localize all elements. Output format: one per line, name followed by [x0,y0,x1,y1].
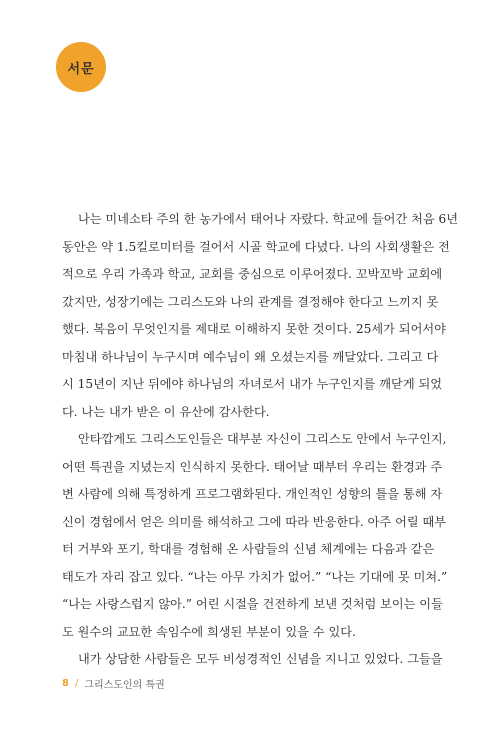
text-line: 터 거부와 포기, 학대를 경험해 온 사람들의 신념 체계에는 다음과 같은 [62,542,435,556]
text-line: 시 15년이 지난 뒤에야 하나님의 자녀로서 내가 누구인지를 깨닫게 되었 [62,377,443,391]
text-line: 변 사람에 의해 특정하게 프로그램화된다. 개인적인 성향의 틀을 통해 자 [62,487,443,501]
text-line: 마침내 하나님이 누구시며 예수님이 왜 오셨는지를 깨달았다. 그리고 다 [62,349,439,364]
book-title: 그리스도인의 특권 [84,680,165,691]
text-line: 도 원수의 교묘한 속임수에 희생된 부분이 있을 수 있다. [62,624,356,639]
text-line: “나는 사랑스럽지 않아.” 어린 시절을 건전하게 보낸 것처럼 보이는 이들 [62,597,443,611]
page-footer [62,676,165,691]
text-line: 동안은 약 1.5킬로미터를 걸어서 시골 학교에 다녔다. 나의 사회생활은 전 [62,239,450,254]
text-line: 갔지만, 성장기에는 그리스도와 나의 관계를 결정해야 한다고 느끼지 못 [62,294,439,309]
body-text [62,206,459,674]
text-line: 내가 상담한 사람들은 모두 비성경적인 신념을 지니고 있었다. 그들을 [78,652,443,666]
footer-separator: / [74,678,79,689]
text-line: 다. 나는 내가 받은 이 유산에 감사한다. [62,404,270,419]
page-number: 8 [62,678,69,689]
text-line: 적으로 우리 가족과 학교, 교회를 중심으로 이루어졌다. 꼬박꼬박 교회에 [62,267,443,281]
section-badge: 서문 [56,42,106,92]
text-line: 안타깝게도 그리스도인들은 대부분 자신이 그리스도 안에서 누구인지, [78,432,447,446]
text-line: 나는 미네소타 주의 한 농가에서 태어나 자랐다. 학교에 들어간 처음 6년 [78,212,459,226]
text-line: 어떤 특권을 지녔는지 인식하지 못한다. 태어날 때부터 우리는 환경과 주 [62,459,443,474]
text-line: 신이 경험에서 얻은 의미를 해석하고 그에 따라 반응한다. 아주 어릴 때부 [62,514,447,529]
text-line: 했다. 복음이 무엇인지를 제대로 이해하지 못한 것이다. 25세가 되어서야 [62,322,446,336]
text-line: 태도가 자리 잡고 있다. “나는 아무 가치가 없어.” “나는 기대에 못 미쳐.” [62,569,448,584]
